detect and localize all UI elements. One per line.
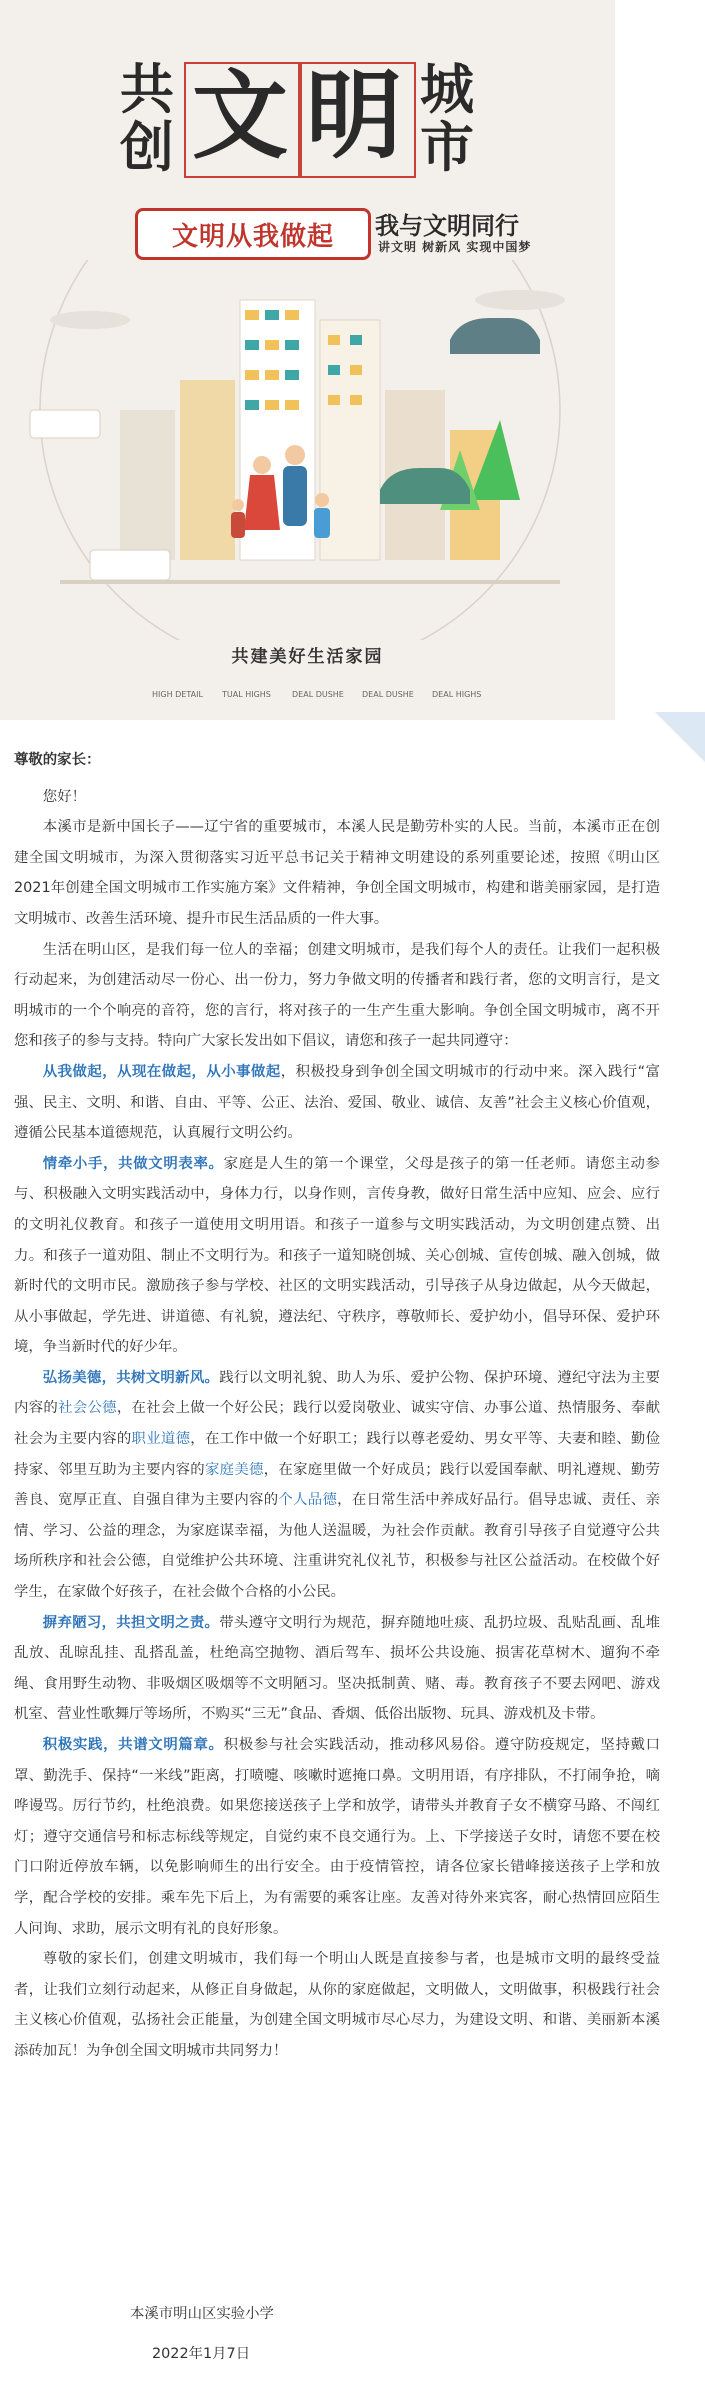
letter-body: [14, 745, 660, 2067]
paragraph-text: 家庭是人生的第一个课堂，父母是孩子的第一任老师。请您主动参与、积极融入文明实践活动中，身体力行，以身作则，言传身教，做好日常生活中应知、应会、应行的文明礼仪教育。和孩子一道使用文明用语。和孩子一道参与文明实践活动，为文明创建点赞、出力。和孩子一道劝阻、制止不文明行为。和孩子一道知晓创城、关心创城、宣传创城、融入创城，做新时代的文明市民。激励孩子参与学校、社区的文明实践活动，引导孩子从身边做起，从今天做起，从小事做起，学先进、讲道德、有礼貌，遵法纪、守秩序，尊敬师长、爱护幼小，倡导环保、爱护环境，争当新时代的好少年。: [14, 1155, 660, 1356]
family-child-head: [232, 499, 244, 511]
slogan-black: 我与文明同行: [375, 211, 519, 240]
poster-caption: HIGH DETAIL: [152, 690, 203, 699]
paragraph-bad-habits: [14, 1608, 660, 1730]
signature-school: 本溪市明山区实验小学: [130, 2306, 274, 2322]
building: [120, 410, 175, 560]
family-dad-head: [285, 445, 305, 465]
poster-banner: [0, 0, 615, 720]
family-child-body: [231, 512, 245, 538]
paragraph-text: 带头遵守文明行为规范，摒弃随地吐痰、乱扔垃圾、乱贴乱画、乱堆乱放、乱晾乱挂、乱搭乱盖，杜绝高空抛物、酒后驾车、损坏公共设施、损害花草树木、遛狗不牵绳、食用野生动物、非吸烟区吸烟等不文明陋习。坚决抵制黄、赌、毒。教育孩子不要去网吧、游戏机室、营业性歌舞厅等场所，不购买“三无”食品、香烟、低俗出版物、玩具、游戏机及卡带。: [14, 1614, 660, 1723]
signature-date: 2022年1月7日: [152, 2346, 251, 2362]
paragraph-text: ，积极投身到争创全国文明城市的行动中来。深入践行“富强、民主、文明、和谐、自由、平等、公正、法治、爱国、敬业、诚信、友善”社会主义核心价值观，遵循公民基本道德规范，认真履行文明公约。: [14, 1063, 660, 1142]
poster-bottom-title: 共建美好生活家园: [231, 647, 384, 667]
paragraph-text: 践行以文明礼貌、助人为乐、爱护公物、保护环境、遵纪守法为主要内容的: [14, 1369, 660, 1417]
keyword-family-virtue: 家庭美德: [204, 1461, 264, 1478]
city-illustration: [0, 260, 615, 640]
paragraph-closing: 尊敬的家长们，创建文明城市，我们每一个明山人既是直接参与者，也是城市文明的最终受益者，让我们立刻行动起来，从修正自身做起，从你的家庭做起，文明做人，文明做事，积极践行社会主义核心价值观，弘扬社会正能量，为创建全国文明城市尽心尽力，为建设文明、和谐、美丽新本溪添砖加瓦！为争创全国文明城市共同努力！: [14, 1951, 660, 2059]
slogan-subtitle: 讲文明 树新风 实现中国梦: [378, 240, 532, 254]
paragraph-role-model: [14, 1149, 660, 1363]
title-char-cheng: 城: [420, 57, 474, 121]
keyword-heading: 积极实践，共谱文明篇章。: [42, 1737, 224, 1753]
title-char-wen: 文: [192, 59, 288, 172]
slogan-red-box: 文明从我做起: [135, 208, 371, 260]
paragraph-text: ，在日常生活中养成好品行。倡导忠诚、责任、亲情、学习、公益的理念，为家庭谋幸福，为他人送温暖，为社会作贡献。教育引导孩子自觉遵守公共场所秩序和社会公德，自觉维护公共环境、注重讲究礼仪礼节，积极参与社区公益活动。在校做个好学生，在家做个好孩子，在社会做个合格的小公民。: [14, 1492, 660, 1601]
cloud: [50, 311, 130, 329]
keyword-heading: 摒弃陋习，共担文明之责。: [42, 1614, 220, 1631]
family-mom-head: [253, 456, 271, 474]
keyword-personal-morality: 个人品德: [278, 1492, 338, 1509]
keyword-professional-ethics: 职业道德: [131, 1431, 191, 1448]
paragraph-practice: [14, 1730, 660, 1944]
paragraph-start-now: [14, 1057, 660, 1149]
paragraph-text: ，在工作中做一个好职工；践行以尊老爱幼、男女平等、夫妻和睦、勤俭持家、邻里互助为主要内容的: [14, 1431, 660, 1478]
keyword-heading: 弘扬美德，共树文明新风。: [42, 1369, 220, 1386]
paragraph-responsibility: 生活在明山区，是我们每一位人的幸福；创建文明城市，是我们每个人的责任。让我们一起积极行动起来，为创建活动尽一份心、出一份力，努力争做文明的传播者和践行者，您的文明言行，是文明城市的一个个响亮的音符，您的言行，将对孩子的一生产生重大影响。争创全国文明城市，离不开您和孩子的参与支持。特向广大家长发出如下倡议，请您和孩子一起共同遵守：: [14, 941, 660, 1050]
road-line: [60, 580, 560, 584]
salutation: 尊敬的家长：: [14, 752, 101, 768]
keyword-heading: 从我做起，从现在做起，从小事做起: [42, 1063, 281, 1080]
title-char-gong: 共: [120, 57, 174, 121]
poster-caption: DEAL HIGHS: [432, 690, 482, 699]
poster-caption: DEAL DUSHE: [292, 690, 344, 699]
page-corner-fold: [655, 712, 705, 762]
paragraph-text: ，在社会上做一个好公民；践行以爱岗敬业、诚实守信、办事公道、热情服务、奉献社会为主要内容的: [14, 1400, 660, 1448]
building: [180, 380, 235, 560]
family-child-head: [315, 493, 329, 507]
keyword-social-morality: 社会公德: [58, 1400, 117, 1417]
title-char-ming: 明: [306, 59, 402, 172]
car-top-right: [450, 318, 540, 354]
family-dad-body: [283, 466, 307, 526]
keyword-heading: 情牵小手，共做文明表率。: [42, 1155, 224, 1172]
paragraph-text: 积极参与社会实践活动，推动移风易俗。遵守防疫规定，坚持戴口罩、勤洗手、保持“一米线”距离，打喷嚏、咳嗽时遮掩口鼻。文明用语，有序排队，不打闹争抢，嘀哗谩骂。厉行节约，杜绝浪费。如果您接送孩子上学和放学，请带头并教育子女不横穿马路、不闯红灯；遵守交通信号和标志标线等规定，自觉约束不良交通行为。上、下学接送子女时，请您不要在校门口附近停放车辆，以免影响师生的出行安全。由于疫情管控，请各位家长错峰接送孩子上学和放学，配合学校的安排。乘车先下后上，为有需要的乘客让座。友善对待外来宾客，耐心热情回应陌生人问询、求助，展示文明有礼的良好形象。: [14, 1737, 660, 1937]
greeting-hello: 您好！: [42, 788, 86, 805]
van-car: [30, 410, 100, 438]
cloud: [475, 290, 565, 310]
title-char-shi: 市: [420, 115, 474, 179]
van-car: [90, 550, 170, 580]
title-char-chuang: 创: [120, 115, 174, 179]
paragraph-intro: 本溪市是新中国长子——辽宁省的重要城市，本溪人民是勤劳朴实的人民。当前，本溪市正在创建全国文明城市，为深入贯彻落实习近平总书记关于精神文明建设的系列重要论述，按照《明山区2021年创建全国文明城市工作实施方案》文件精神，争创全国文明城市，构建和谐美丽家园，是打造文明城市、改善生活环境、提升市民生活品质的一件大事。: [14, 819, 660, 927]
poster-caption: DEAL DUSHE: [362, 690, 414, 699]
poster-right-margin: [615, 0, 705, 720]
paragraph-text: ，在家庭里做一个好成员；践行以爱国奉献、明礼遵规、勤劳善良、宽厚正直、自强自律为主要内容的: [14, 1461, 660, 1509]
family-mom-dress: [244, 475, 280, 530]
paragraph-virtues: [14, 1363, 660, 1608]
family-child-body: [314, 508, 330, 538]
poster-caption: TUAL HIGHS: [222, 690, 271, 699]
